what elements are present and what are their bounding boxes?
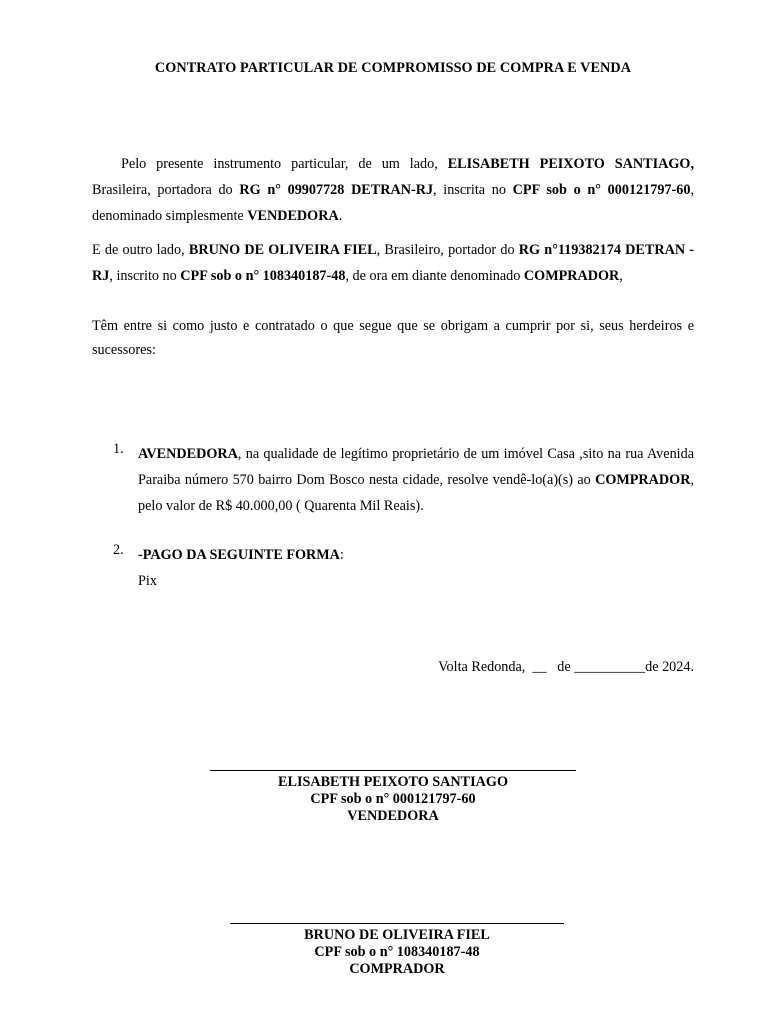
item-1-body: , na qualidade de legítimo proprietário de um imóvel Casa ,sito na rua Avenida Paraiba número 570 bairro Dom Bosco nesta cidade, resolve vendê-lo(a)(s) ao bbox=[138, 446, 694, 488]
item-1-text bbox=[138, 441, 694, 519]
item-1-buyer: COMPRADOR bbox=[595, 472, 691, 488]
buyer-role: COMPRADOR bbox=[523, 268, 620, 284]
item-1-seller: AVENDEDORA bbox=[138, 446, 238, 462]
buyer-cpf: CPF sob o n° 108340187-48 bbox=[180, 268, 346, 284]
buyer-signature-line bbox=[230, 923, 564, 924]
buyer-name: BRUNO DE OLIVEIRA FIEL bbox=[188, 242, 377, 258]
item-2-colon: : bbox=[339, 547, 344, 563]
buyer-signature-cpf: CPF sob o n° 108340187-48 bbox=[314, 944, 480, 960]
item-1-number: 1. bbox=[113, 441, 124, 457]
p2-text-2: , Brasileiro, portador do bbox=[376, 242, 519, 258]
p1-text-2: Brasileira, portadora do bbox=[92, 182, 240, 198]
p2-text-1: E de outro lado, bbox=[92, 242, 189, 258]
seller-signature-role: VENDEDORA bbox=[347, 808, 439, 824]
seller-cpf: CPF sob o n° 000121797-60 bbox=[512, 182, 691, 198]
payment-method: Pix bbox=[138, 573, 157, 589]
buyer-signature-role: COMPRADOR bbox=[349, 961, 445, 977]
seller-signature-line bbox=[210, 770, 576, 771]
item-2-number: 2. bbox=[113, 542, 124, 558]
p2-text-3: , inscrito no bbox=[109, 268, 181, 284]
p2-text-4: , de ora em diante denominado bbox=[345, 268, 524, 284]
p2-text-5: , bbox=[619, 268, 623, 284]
seller-rg: RG n° 09907728 DETRAN-RJ bbox=[239, 182, 434, 198]
place-date-line: Volta Redonda, __ de __________de 2024. bbox=[438, 659, 694, 675]
buyer-signature-block bbox=[230, 923, 564, 978]
seller-signature-cpf: CPF sob o n° 000121797-60 bbox=[310, 791, 476, 807]
buyer-rg: RG n°119382174 DETRAN - RJ bbox=[92, 242, 695, 284]
agreement-paragraph: Têm entre si como justo e contratado o que segue que se obrigam a cumprir por si, seus herdeiros e sucessores: bbox=[92, 318, 694, 358]
item-2-heading: -PAGO DA SEGUINTE FORMA bbox=[138, 547, 340, 563]
seller-name: ELISABETH PEIXOTO SANTIAGO, bbox=[447, 156, 694, 172]
seller-signature-block bbox=[210, 770, 576, 825]
buyer-paragraph bbox=[92, 237, 694, 289]
buyer-signature-name: BRUNO DE OLIVEIRA FIEL bbox=[304, 927, 490, 943]
p1-text-3: , inscrita no bbox=[433, 182, 513, 198]
p1-text-4: , denominado simplesmente bbox=[92, 182, 694, 224]
item-2-text bbox=[138, 542, 694, 594]
p1-text-5: . bbox=[338, 208, 343, 224]
seller-paragraph bbox=[92, 151, 694, 229]
document-title: CONTRATO PARTICULAR DE COMPROMISSO DE COMPRA E VENDA bbox=[154, 60, 632, 76]
seller-signature-name: ELISABETH PEIXOTO SANTIAGO bbox=[278, 774, 508, 790]
item-1-price: , pelo valor de R$ 40.000,00 ( Quarenta Mil Reais). bbox=[138, 472, 694, 514]
p1-text-1: Pelo presente instrumento particular, de um lado, bbox=[121, 156, 448, 172]
seller-role: VENDEDORA bbox=[247, 208, 339, 224]
